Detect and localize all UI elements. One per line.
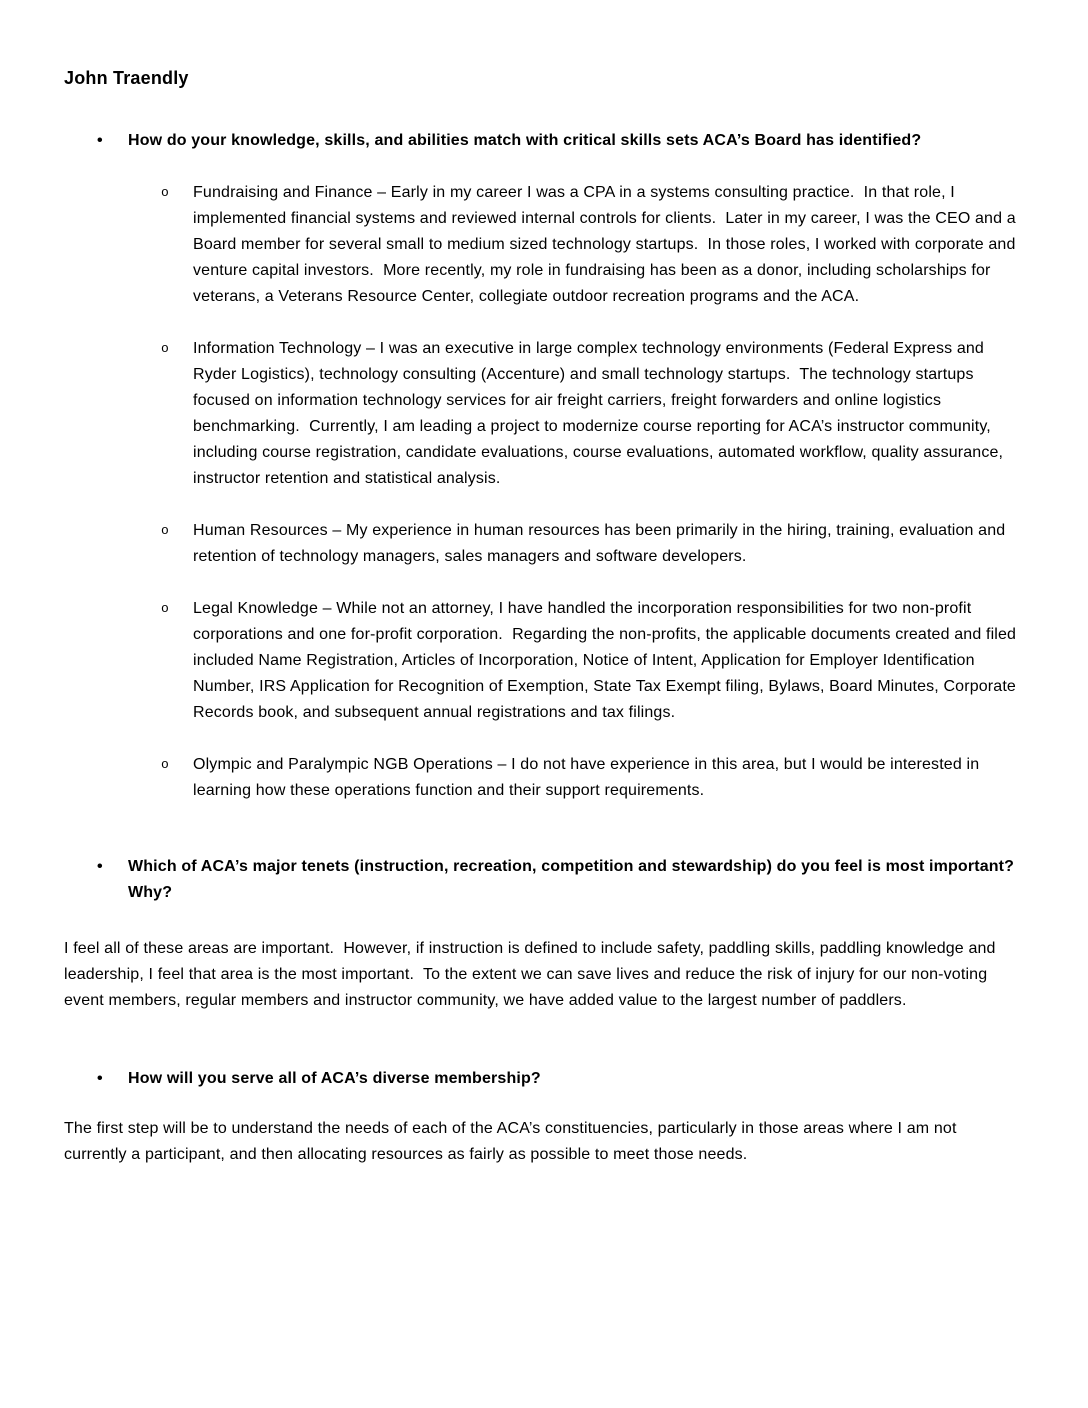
question-item-2 bbox=[97, 854, 1022, 906]
question-text-1: How do your knowledge, skills, and abilities match with critical skills sets ACA’s Board has identified? bbox=[128, 132, 922, 149]
sub-bullet-fundraising-finance bbox=[161, 180, 1022, 310]
question-text-3: How will you serve all of ACA’s diverse membership? bbox=[128, 1070, 541, 1087]
circle-bullet-icon: o bbox=[161, 341, 169, 356]
sub-bullet-information-technology bbox=[161, 336, 1022, 492]
sub-bullet-text: Olympic and Paralympic NGB Operations – I do not have experience in this area, but I would be interested in learning how these operations function and their support requirements. bbox=[193, 756, 984, 799]
bullet-icon: • bbox=[97, 1070, 103, 1087]
sub-bullet-legal-knowledge bbox=[161, 596, 1022, 726]
circle-bullet-icon: o bbox=[161, 185, 169, 200]
sub-bullet-text: Fundraising and Finance – Early in my career I was a CPA in a systems consulting practice. In that role, I implemented financial systems and reviewed internal controls for clients. Later in my career, I was the CEO and a Board member for several small to medium sized technology startups. In those roles, I worked with corporate and venture capital investors. More recently, my role in fundraising has been as a donor, including scholarships for veterans, a Veterans Resource Center, collegiate outdoor recreation programs and the ACA. bbox=[193, 184, 1021, 305]
sub-bullet-text: Information Technology – I was an executive in large complex technology environments (Federal Express and Ryder Logistics), technology consulting (Accenture) and small technology startups. The technology startups focused on information technology services for air freight carriers, freight forwarders and online logistics benchmarking. Currently, I am leading a project to modernize course reporting for ACA’s instructor community, including course registration, candidate evaluations, course evaluations, automated workflow, quality assurance, instructor retention and statistical analysis. bbox=[193, 340, 1008, 487]
question-item-1 bbox=[97, 128, 1022, 154]
bullet-icon: • bbox=[97, 858, 103, 875]
circle-bullet-icon: o bbox=[161, 523, 169, 538]
bullet-icon: • bbox=[97, 132, 103, 149]
question-text-2: Which of ACA’s major tenets (instruction, recreation, competition and stewardship) do you feel is most important? Why? bbox=[128, 858, 1019, 901]
circle-bullet-icon: o bbox=[161, 601, 169, 616]
sub-bullet-olympic-paralympic-ngb bbox=[161, 752, 1022, 804]
document-heading: John Traendly bbox=[64, 68, 189, 88]
question-item-3 bbox=[97, 1066, 1022, 1092]
answer-paragraph-tenets: I feel all of these areas are important. However, if instruction is defined to include safety, paddling skills, paddling knowledge and leadership, I feel that area is the most important. To the extent we can save lives and reduce the risk of injury for our non-voting event members, regular members and instructor community, we have added value to the largest number of paddlers. bbox=[64, 940, 1001, 1009]
sub-bullet-text: Legal Knowledge – While not an attorney, I have handled the incorporation responsibilities for two non-profit corporations and one for-profit corporation. Regarding the non-profits, the applicable documents created and filed included Name Registration, Articles of Incorporation, Notice of Intent, Application for Employer Identification Number, IRS Application for Recognition of Exemption, State Tax Exempt filing, Bylaws, Board Minutes, Corporate Records book, and subsequent annual registrations and tax filings. bbox=[193, 600, 1021, 721]
sub-bullet-human-resources bbox=[161, 518, 1022, 570]
answer-paragraph-membership: The first step will be to understand the needs of each of the ACA’s constituencies, particularly in those areas where I am not currently a participant, and then allocating resources as fairly as possible to meet those needs. bbox=[64, 1120, 962, 1163]
sub-bullet-text: Human Resources – My experience in human resources has been primarily in the hiring, training, evaluation and retention of technology managers, sales managers and software developers. bbox=[193, 522, 1010, 565]
circle-bullet-icon: o bbox=[161, 757, 169, 772]
